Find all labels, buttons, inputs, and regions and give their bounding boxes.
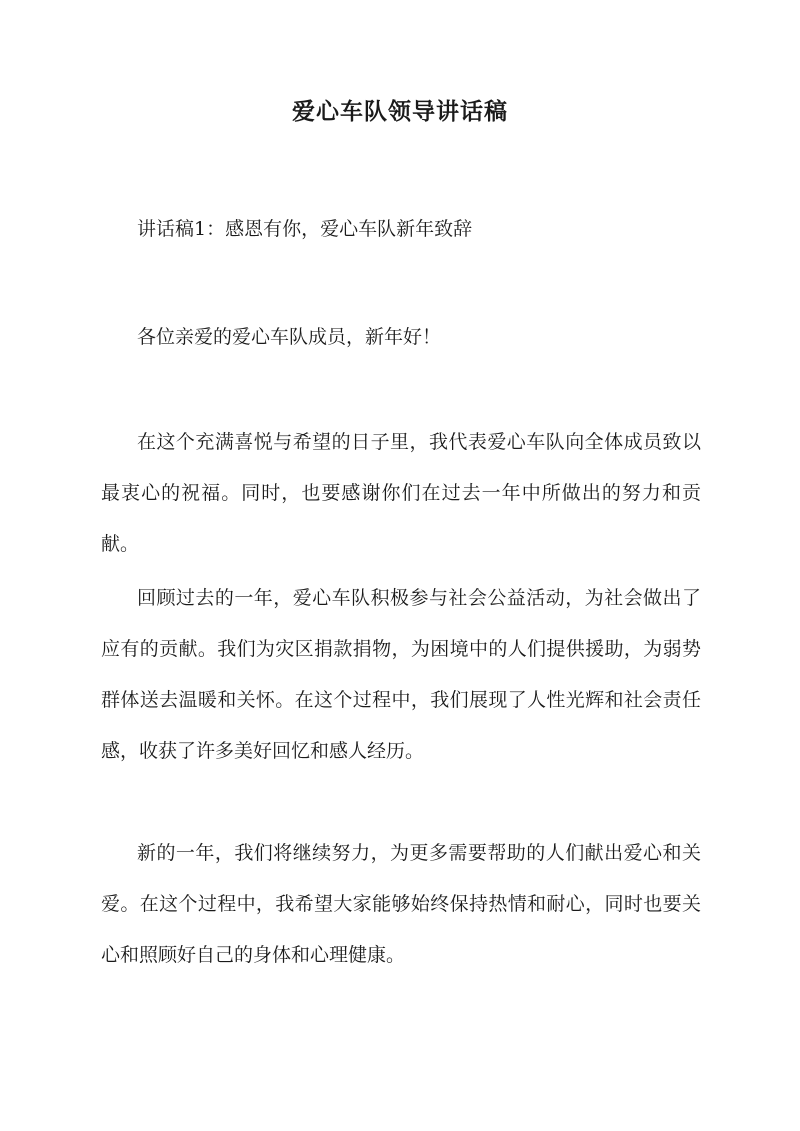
- paragraph-greeting: 各位亲爱的爱心车队成员，新年好！: [137, 326, 442, 348]
- paragraph-new-year-plan: 新的一年，我们将继续努力，为更多需要帮助的人们献出爱心和关爱。在这个过程中，我希望大家能够始终保持热情和耐心，同时也要关心和照顾好自己的身体和心理健康。: [101, 842, 701, 966]
- paragraph-review: 回顾过去的一年，爱心车队积极参与社会公益活动，为社会做出了应有的贡献。我们为灾区捐款捐物，为困境中的人们提供援助，为弱势群体送去温暖和关怀。在这个过程中，我们展现了人性光辉和社会责任感，收获了许多美好回忆和感人经历。: [101, 587, 701, 762]
- paragraph-blessing: 在这个充满喜悦与希望的日子里，我代表爱心车队向全体成员致以最衷心的祝福。同时，也要感谢你们在过去一年中所做出的努力和贡献。: [101, 431, 701, 555]
- paragraph-speech-heading: 讲话稿1：感恩有你，爱心车队新年致辞: [137, 218, 473, 240]
- document-title: 爱心车队领导讲话稿: [292, 98, 508, 125]
